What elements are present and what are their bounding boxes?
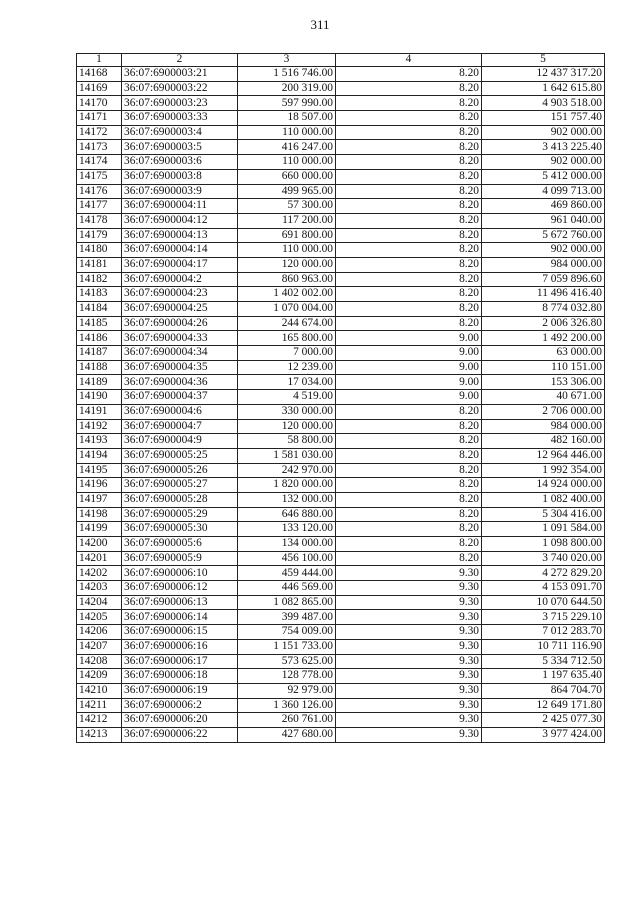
row-number-cell: 14191 bbox=[77, 404, 122, 419]
area-cell: 200 319.00 bbox=[238, 81, 336, 96]
cadastral-number-cell: 36:07:6900006:22 bbox=[122, 727, 238, 742]
cadastral-number-cell: 36:07:6900005:9 bbox=[122, 551, 238, 566]
rate-cell: 8.20 bbox=[336, 287, 482, 302]
rate-cell: 9.00 bbox=[336, 390, 482, 405]
cadastral-value-cell: 469 860.00 bbox=[482, 199, 605, 214]
cadastral-value-cell: 10 711 116.90 bbox=[482, 639, 605, 654]
area-cell: 691 800.00 bbox=[238, 228, 336, 243]
row-number-cell: 14185 bbox=[77, 316, 122, 331]
rate-cell: 8.20 bbox=[336, 140, 482, 155]
rate-cell: 8.20 bbox=[336, 537, 482, 552]
rate-cell: 8.20 bbox=[336, 492, 482, 507]
area-cell: 456 100.00 bbox=[238, 551, 336, 566]
area-cell: 446 569.00 bbox=[238, 581, 336, 596]
cadastral-number-cell: 36:07:6900006:14 bbox=[122, 610, 238, 625]
cadastral-number-cell: 36:07:6900003:21 bbox=[122, 67, 238, 82]
table-row bbox=[77, 199, 605, 214]
row-number-cell: 14193 bbox=[77, 434, 122, 449]
rate-cell: 8.20 bbox=[336, 243, 482, 258]
table-row bbox=[77, 404, 605, 419]
cadastral-value-cell: 11 496 416.40 bbox=[482, 287, 605, 302]
cadastral-number-cell: 36:07:6900003:23 bbox=[122, 96, 238, 111]
cadastral-value-cell: 902 000.00 bbox=[482, 125, 605, 140]
cadastral-number-cell: 36:07:6900004:35 bbox=[122, 360, 238, 375]
row-number-cell: 14173 bbox=[77, 140, 122, 155]
row-number-cell: 14190 bbox=[77, 390, 122, 405]
area-cell: 244 674.00 bbox=[238, 316, 336, 331]
cadastral-value-cell: 3 740 020.00 bbox=[482, 551, 605, 566]
cadastral-number-cell: 36:07:6900004:26 bbox=[122, 316, 238, 331]
area-cell: 499 965.00 bbox=[238, 184, 336, 199]
table-row bbox=[77, 551, 605, 566]
table-row bbox=[77, 125, 605, 140]
table-row bbox=[77, 213, 605, 228]
cadastral-value-cell: 7 012 283.70 bbox=[482, 625, 605, 640]
area-cell: 416 247.00 bbox=[238, 140, 336, 155]
rate-cell: 9.30 bbox=[336, 625, 482, 640]
row-number-cell: 14171 bbox=[77, 111, 122, 126]
cadastral-number-cell: 36:07:6900003:6 bbox=[122, 155, 238, 170]
cadastral-value-cell: 984 000.00 bbox=[482, 257, 605, 272]
rate-cell: 8.20 bbox=[336, 448, 482, 463]
row-number-cell: 14207 bbox=[77, 639, 122, 654]
table-row bbox=[77, 727, 605, 742]
row-number-cell: 14213 bbox=[77, 727, 122, 742]
rate-cell: 8.20 bbox=[336, 169, 482, 184]
row-number-cell: 14187 bbox=[77, 346, 122, 361]
cadastral-number-cell: 36:07:6900004:33 bbox=[122, 331, 238, 346]
cadastral-number-cell: 36:07:6900005:27 bbox=[122, 478, 238, 493]
row-number-cell: 14202 bbox=[77, 566, 122, 581]
rate-cell: 9.30 bbox=[336, 669, 482, 684]
cadastral-value-cell: 1 992 354.00 bbox=[482, 463, 605, 478]
rate-cell: 8.20 bbox=[336, 125, 482, 140]
row-number-cell: 14176 bbox=[77, 184, 122, 199]
cadastral-value-cell: 8 774 032.80 bbox=[482, 302, 605, 317]
table-row bbox=[77, 566, 605, 581]
cadastral-value-cell: 864 704.70 bbox=[482, 683, 605, 698]
cadastral-value-cell: 153 306.00 bbox=[482, 375, 605, 390]
row-number-cell: 14201 bbox=[77, 551, 122, 566]
row-number-cell: 14196 bbox=[77, 478, 122, 493]
table-row bbox=[77, 243, 605, 258]
cadastral-number-cell: 36:07:6900006:15 bbox=[122, 625, 238, 640]
cadastral-number-cell: 36:07:6900004:6 bbox=[122, 404, 238, 419]
cadastral-number-cell: 36:07:6900006:12 bbox=[122, 581, 238, 596]
area-cell: 573 625.00 bbox=[238, 654, 336, 669]
table-row bbox=[77, 169, 605, 184]
area-cell: 1 082 865.00 bbox=[238, 595, 336, 610]
row-number-cell: 14177 bbox=[77, 199, 122, 214]
rate-cell: 8.20 bbox=[336, 111, 482, 126]
table-row bbox=[77, 698, 605, 713]
cadastral-value-cell: 3 715 229.10 bbox=[482, 610, 605, 625]
cadastral-number-cell: 36:07:6900004:13 bbox=[122, 228, 238, 243]
cadastral-value-cell: 40 671.00 bbox=[482, 390, 605, 405]
area-cell: 165 800.00 bbox=[238, 331, 336, 346]
table-row bbox=[77, 155, 605, 170]
table-row bbox=[77, 111, 605, 126]
table-row bbox=[77, 654, 605, 669]
area-cell: 110 000.00 bbox=[238, 155, 336, 170]
area-cell: 459 444.00 bbox=[238, 566, 336, 581]
area-cell: 117 200.00 bbox=[238, 213, 336, 228]
table-row bbox=[77, 331, 605, 346]
cadastral-value-cell: 4 153 091.70 bbox=[482, 581, 605, 596]
area-cell: 660 000.00 bbox=[238, 169, 336, 184]
cadastral-number-cell: 36:07:6900005:6 bbox=[122, 537, 238, 552]
cadastral-value-cell: 4 272 829.20 bbox=[482, 566, 605, 581]
cadastral-value-cell: 2 006 326.80 bbox=[482, 316, 605, 331]
rate-cell: 8.20 bbox=[336, 302, 482, 317]
area-cell: 92 979.00 bbox=[238, 683, 336, 698]
rate-cell: 8.20 bbox=[336, 67, 482, 82]
cadastral-number-cell: 36:07:6900006:13 bbox=[122, 595, 238, 610]
rate-cell: 8.20 bbox=[336, 213, 482, 228]
row-number-cell: 14189 bbox=[77, 375, 122, 390]
cadastral-number-cell: 36:07:6900005:30 bbox=[122, 522, 238, 537]
cadastral-number-cell: 36:07:6900004:23 bbox=[122, 287, 238, 302]
rate-cell: 8.20 bbox=[336, 81, 482, 96]
row-number-cell: 14206 bbox=[77, 625, 122, 640]
rate-cell: 9.00 bbox=[336, 346, 482, 361]
rate-cell: 9.30 bbox=[336, 713, 482, 728]
cadastral-value-cell: 5 334 712.50 bbox=[482, 654, 605, 669]
cadastral-value-cell: 902 000.00 bbox=[482, 243, 605, 258]
rate-cell: 8.20 bbox=[336, 507, 482, 522]
area-cell: 110 000.00 bbox=[238, 243, 336, 258]
row-number-cell: 14212 bbox=[77, 713, 122, 728]
rate-cell: 8.20 bbox=[336, 404, 482, 419]
area-cell: 1 516 746.00 bbox=[238, 67, 336, 82]
rate-cell: 9.30 bbox=[336, 566, 482, 581]
cadastral-number-cell: 36:07:6900003:33 bbox=[122, 111, 238, 126]
cadastral-number-cell: 36:07:6900005:29 bbox=[122, 507, 238, 522]
row-number-cell: 14169 bbox=[77, 81, 122, 96]
rate-cell: 8.20 bbox=[336, 96, 482, 111]
column-header-1: 1 bbox=[77, 54, 122, 67]
cadastral-value-cell: 1 197 635.40 bbox=[482, 669, 605, 684]
cadastral-value-cell: 4 099 713.00 bbox=[482, 184, 605, 199]
table-row bbox=[77, 507, 605, 522]
cadastral-number-cell: 36:07:6900003:22 bbox=[122, 81, 238, 96]
table-row bbox=[77, 257, 605, 272]
table-row bbox=[77, 419, 605, 434]
row-number-cell: 14209 bbox=[77, 669, 122, 684]
rate-cell: 9.30 bbox=[336, 610, 482, 625]
cadastral-number-cell: 36:07:6900004:36 bbox=[122, 375, 238, 390]
cadastral-value-cell: 5 412 000.00 bbox=[482, 169, 605, 184]
cadastral-value-cell: 12 649 171.80 bbox=[482, 698, 605, 713]
rate-cell: 8.20 bbox=[336, 155, 482, 170]
row-number-cell: 14186 bbox=[77, 331, 122, 346]
table-row bbox=[77, 360, 605, 375]
rate-cell: 9.30 bbox=[336, 595, 482, 610]
page-number: 311 bbox=[310, 17, 330, 32]
table-row bbox=[77, 67, 605, 82]
row-number-cell: 14198 bbox=[77, 507, 122, 522]
cadastral-value-cell: 63 000.00 bbox=[482, 346, 605, 361]
cadastral-value-cell: 482 160.00 bbox=[482, 434, 605, 449]
area-cell: 17 034.00 bbox=[238, 375, 336, 390]
row-number-cell: 14170 bbox=[77, 96, 122, 111]
table-row bbox=[77, 272, 605, 287]
row-number-cell: 14180 bbox=[77, 243, 122, 258]
area-cell: 132 000.00 bbox=[238, 492, 336, 507]
table-header-row bbox=[77, 54, 605, 67]
table-row bbox=[77, 581, 605, 596]
rate-cell: 8.20 bbox=[336, 184, 482, 199]
rate-cell: 9.30 bbox=[336, 683, 482, 698]
row-number-cell: 14188 bbox=[77, 360, 122, 375]
row-number-cell: 14200 bbox=[77, 537, 122, 552]
row-number-cell: 14211 bbox=[77, 698, 122, 713]
cadastral-number-cell: 36:07:6900006:17 bbox=[122, 654, 238, 669]
cadastral-number-cell: 36:07:6900006:16 bbox=[122, 639, 238, 654]
cadastral-value-cell: 902 000.00 bbox=[482, 155, 605, 170]
table-row bbox=[77, 478, 605, 493]
row-number-cell: 14181 bbox=[77, 257, 122, 272]
row-number-cell: 14204 bbox=[77, 595, 122, 610]
area-cell: 120 000.00 bbox=[238, 419, 336, 434]
row-number-cell: 14172 bbox=[77, 125, 122, 140]
row-number-cell: 14197 bbox=[77, 492, 122, 507]
table-row bbox=[77, 713, 605, 728]
rate-cell: 8.20 bbox=[336, 228, 482, 243]
table-row bbox=[77, 448, 605, 463]
table-row bbox=[77, 434, 605, 449]
table-row bbox=[77, 316, 605, 331]
rate-cell: 8.20 bbox=[336, 478, 482, 493]
column-header-5: 5 bbox=[482, 54, 605, 67]
cadastral-value-cell: 1 492 200.00 bbox=[482, 331, 605, 346]
row-number-cell: 14168 bbox=[77, 67, 122, 82]
rate-cell: 8.20 bbox=[336, 551, 482, 566]
area-cell: 18 507.00 bbox=[238, 111, 336, 126]
cadastral-number-cell: 36:07:6900003:4 bbox=[122, 125, 238, 140]
row-number-cell: 14203 bbox=[77, 581, 122, 596]
cadastral-value-cell: 10 070 644.50 bbox=[482, 595, 605, 610]
cadastral-value-cell: 151 757.40 bbox=[482, 111, 605, 126]
area-cell: 57 300.00 bbox=[238, 199, 336, 214]
cadastral-value-cell: 14 924 000.00 bbox=[482, 478, 605, 493]
table-row bbox=[77, 81, 605, 96]
table-body bbox=[77, 67, 605, 743]
cadastral-value-cell: 12 437 317.20 bbox=[482, 67, 605, 82]
cadastral-value-cell: 5 672 760.00 bbox=[482, 228, 605, 243]
rate-cell: 8.20 bbox=[336, 419, 482, 434]
column-header-4: 4 bbox=[336, 54, 482, 67]
row-number-cell: 14192 bbox=[77, 419, 122, 434]
cadastral-value-cell: 5 304 416.00 bbox=[482, 507, 605, 522]
rate-cell: 8.20 bbox=[336, 316, 482, 331]
rate-cell: 9.30 bbox=[336, 654, 482, 669]
table-row bbox=[77, 346, 605, 361]
table-row bbox=[77, 96, 605, 111]
cadastral-number-cell: 36:07:6900005:25 bbox=[122, 448, 238, 463]
row-number-cell: 14179 bbox=[77, 228, 122, 243]
table-row bbox=[77, 463, 605, 478]
area-cell: 7 000.00 bbox=[238, 346, 336, 361]
cadastral-value-cell: 2 425 077.30 bbox=[482, 713, 605, 728]
area-cell: 1 581 030.00 bbox=[238, 448, 336, 463]
table-row bbox=[77, 184, 605, 199]
row-number-cell: 14183 bbox=[77, 287, 122, 302]
area-cell: 597 990.00 bbox=[238, 96, 336, 111]
table-row bbox=[77, 639, 605, 654]
cadastral-number-cell: 36:07:6900004:25 bbox=[122, 302, 238, 317]
rate-cell: 9.00 bbox=[336, 360, 482, 375]
table-row bbox=[77, 140, 605, 155]
row-number-cell: 14182 bbox=[77, 272, 122, 287]
row-number-cell: 14194 bbox=[77, 448, 122, 463]
area-cell: 128 778.00 bbox=[238, 669, 336, 684]
rate-cell: 8.20 bbox=[336, 272, 482, 287]
rate-cell: 8.20 bbox=[336, 434, 482, 449]
rate-cell: 8.20 bbox=[336, 199, 482, 214]
cadastral-number-cell: 36:07:6900006:20 bbox=[122, 713, 238, 728]
cadastral-value-cell: 3 413 225.40 bbox=[482, 140, 605, 155]
row-number-cell: 14174 bbox=[77, 155, 122, 170]
area-cell: 646 880.00 bbox=[238, 507, 336, 522]
row-number-cell: 14184 bbox=[77, 302, 122, 317]
area-cell: 134 000.00 bbox=[238, 537, 336, 552]
cadastral-number-cell: 36:07:6900004:37 bbox=[122, 390, 238, 405]
area-cell: 133 120.00 bbox=[238, 522, 336, 537]
cadastral-value-table bbox=[76, 53, 605, 743]
row-number-cell: 14210 bbox=[77, 683, 122, 698]
cadastral-value-cell: 110 151.00 bbox=[482, 360, 605, 375]
table-row bbox=[77, 492, 605, 507]
rate-cell: 9.30 bbox=[336, 698, 482, 713]
area-cell: 754 009.00 bbox=[238, 625, 336, 640]
rate-cell: 8.20 bbox=[336, 257, 482, 272]
table-row bbox=[77, 228, 605, 243]
cadastral-number-cell: 36:07:6900003:8 bbox=[122, 169, 238, 184]
row-number-cell: 14175 bbox=[77, 169, 122, 184]
row-number-cell: 14205 bbox=[77, 610, 122, 625]
rate-cell: 9.30 bbox=[336, 727, 482, 742]
cadastral-number-cell: 36:07:6900005:26 bbox=[122, 463, 238, 478]
cadastral-value-cell: 12 964 446.00 bbox=[482, 448, 605, 463]
cadastral-number-cell: 36:07:6900005:28 bbox=[122, 492, 238, 507]
cadastral-number-cell: 36:07:6900004:11 bbox=[122, 199, 238, 214]
column-header-2: 2 bbox=[122, 54, 238, 67]
row-number-cell: 14199 bbox=[77, 522, 122, 537]
row-number-cell: 14208 bbox=[77, 654, 122, 669]
cadastral-value-cell: 961 040.00 bbox=[482, 213, 605, 228]
cadastral-number-cell: 36:07:6900004:17 bbox=[122, 257, 238, 272]
area-cell: 330 000.00 bbox=[238, 404, 336, 419]
cadastral-number-cell: 36:07:6900004:7 bbox=[122, 419, 238, 434]
cadastral-number-cell: 36:07:6900004:14 bbox=[122, 243, 238, 258]
row-number-cell: 14195 bbox=[77, 463, 122, 478]
area-cell: 1 070 004.00 bbox=[238, 302, 336, 317]
area-cell: 860 963.00 bbox=[238, 272, 336, 287]
rate-cell: 8.20 bbox=[336, 463, 482, 478]
table-row bbox=[77, 537, 605, 552]
table-row bbox=[77, 683, 605, 698]
area-cell: 260 761.00 bbox=[238, 713, 336, 728]
cadastral-number-cell: 36:07:6900006:10 bbox=[122, 566, 238, 581]
cadastral-number-cell: 36:07:6900004:12 bbox=[122, 213, 238, 228]
table-row bbox=[77, 375, 605, 390]
table-row bbox=[77, 610, 605, 625]
area-cell: 1 402 002.00 bbox=[238, 287, 336, 302]
table-row bbox=[77, 669, 605, 684]
area-cell: 399 487.00 bbox=[238, 610, 336, 625]
row-number-cell: 14178 bbox=[77, 213, 122, 228]
area-cell: 1 360 126.00 bbox=[238, 698, 336, 713]
cadastral-value-cell: 984 000.00 bbox=[482, 419, 605, 434]
cadastral-number-cell: 36:07:6900004:9 bbox=[122, 434, 238, 449]
table-row bbox=[77, 625, 605, 640]
cadastral-value-cell: 4 903 518.00 bbox=[482, 96, 605, 111]
table-row bbox=[77, 522, 605, 537]
area-cell: 427 680.00 bbox=[238, 727, 336, 742]
area-cell: 110 000.00 bbox=[238, 125, 336, 140]
rate-cell: 9.30 bbox=[336, 639, 482, 654]
rate-cell: 9.30 bbox=[336, 581, 482, 596]
cadastral-value-cell: 1 642 615.80 bbox=[482, 81, 605, 96]
cadastral-number-cell: 36:07:6900004:34 bbox=[122, 346, 238, 361]
column-header-3: 3 bbox=[238, 54, 336, 67]
table-row bbox=[77, 287, 605, 302]
cadastral-number-cell: 36:07:6900006:18 bbox=[122, 669, 238, 684]
area-cell: 4 519.00 bbox=[238, 390, 336, 405]
cadastral-number-cell: 36:07:6900006:2 bbox=[122, 698, 238, 713]
cadastral-value-cell: 1 091 584.00 bbox=[482, 522, 605, 537]
cadastral-number-cell: 36:07:6900003:5 bbox=[122, 140, 238, 155]
table-row bbox=[77, 390, 605, 405]
cadastral-value-cell: 2 706 000.00 bbox=[482, 404, 605, 419]
area-cell: 1 820 000.00 bbox=[238, 478, 336, 493]
cadastral-number-cell: 36:07:6900006:19 bbox=[122, 683, 238, 698]
rate-cell: 8.20 bbox=[336, 522, 482, 537]
area-cell: 242 970.00 bbox=[238, 463, 336, 478]
area-cell: 1 151 733.00 bbox=[238, 639, 336, 654]
table-row bbox=[77, 595, 605, 610]
area-cell: 120 000.00 bbox=[238, 257, 336, 272]
cadastral-number-cell: 36:07:6900003:9 bbox=[122, 184, 238, 199]
cadastral-value-cell: 1 098 800.00 bbox=[482, 537, 605, 552]
cadastral-value-cell: 3 977 424.00 bbox=[482, 727, 605, 742]
cadastral-value-cell: 1 082 400.00 bbox=[482, 492, 605, 507]
area-cell: 58 800.00 bbox=[238, 434, 336, 449]
area-cell: 12 239.00 bbox=[238, 360, 336, 375]
rate-cell: 9.00 bbox=[336, 375, 482, 390]
cadastral-number-cell: 36:07:6900004:2 bbox=[122, 272, 238, 287]
table-row bbox=[77, 302, 605, 317]
cadastral-value-cell: 7 059 896.60 bbox=[482, 272, 605, 287]
rate-cell: 9.00 bbox=[336, 331, 482, 346]
